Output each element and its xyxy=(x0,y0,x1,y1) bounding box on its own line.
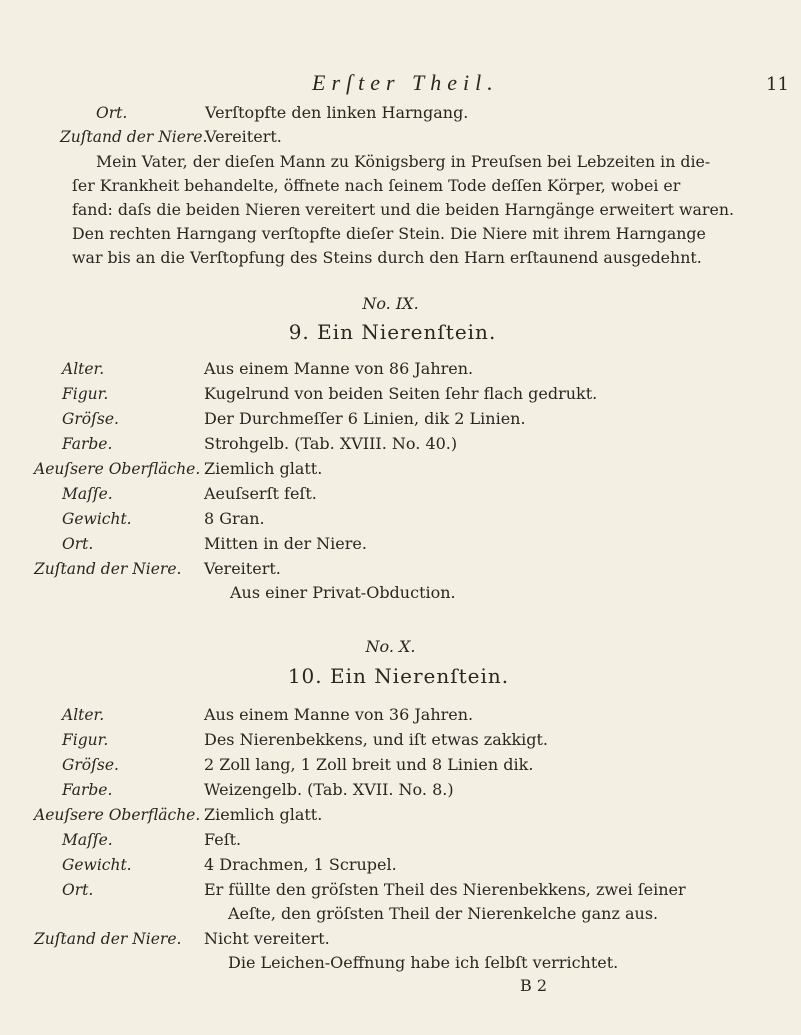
field-label: Alter. xyxy=(62,706,105,724)
field-label: Figur. xyxy=(62,731,109,749)
page-header xyxy=(0,70,801,100)
field-value: 4 Drachmen, 1 Scrupel. xyxy=(204,855,397,874)
field-value: 8 Gran. xyxy=(204,509,265,528)
field-label: Farbe. xyxy=(62,781,113,799)
paragraph-line: Den rechten Harngang verſtopfte dieſer Stein. Die Niere mit ihrem Harngange xyxy=(72,224,706,243)
field-value: Des Nierenbekkens, und iſt etwas zakkigt. xyxy=(204,730,549,749)
field-label: Ort. xyxy=(96,104,128,122)
field-value: Kugelrund von beiden Seiten ſehr flach gedrukt. xyxy=(204,384,598,403)
field-label: Maſſe. xyxy=(62,831,113,849)
field-value: Vereitert. xyxy=(205,127,282,146)
field-label: Zuſtand der Niere. xyxy=(34,560,182,578)
field-value: Feſt. xyxy=(204,830,242,849)
field-value: Aus einem Manne von 86 Jahren. xyxy=(204,359,474,378)
field-value: Aus einem Manne von 36 Jahren. xyxy=(204,705,474,724)
field-value: Er füllte den gröſsten Theil des Nierenbekkens, zwei ſeiner xyxy=(204,880,686,899)
field-label: Gewicht. xyxy=(62,856,132,874)
field-label: Zuſtand der Niere. xyxy=(34,930,182,948)
field-label: Figur. xyxy=(62,385,109,403)
field-value: Mitten in der Niere. xyxy=(204,534,367,553)
field-value: Vereitert. xyxy=(204,559,281,578)
field-label: Aeuſsere Oberfläche. xyxy=(34,460,201,478)
running-title: Erſter Theil. xyxy=(312,70,499,95)
entry-number: No. X. xyxy=(365,637,416,656)
field-label: Zuſtand der Niere. xyxy=(60,128,208,146)
field-value: Weizengelb. (Tab. XVII. No. 8.) xyxy=(204,780,454,799)
autopsy-note: Die Leichen-Oeffnung habe ich ſelbſt verrichtet. xyxy=(228,953,619,972)
field-label: Gröſse. xyxy=(62,756,119,774)
field-value: Aeuſserſt feſt. xyxy=(204,484,317,503)
field-value: Verſtopfte den linken Harngang. xyxy=(205,103,469,122)
field-value: Nicht vereitert. xyxy=(204,929,330,948)
field-label: Ort. xyxy=(62,535,94,553)
field-label: Maſſe. xyxy=(62,485,113,503)
paragraph-line: fand: daſs die beiden Nieren vereitert und die beiden Harngänge erweitert waren. xyxy=(72,200,735,219)
field-value: Ziemlich glatt. xyxy=(204,459,323,478)
field-value: Strohgelb. (Tab. XVIII. No. 40.) xyxy=(204,434,458,453)
source-note: Aus einer Privat-Obduction. xyxy=(230,583,456,602)
field-label: Gewicht. xyxy=(62,510,132,528)
page-number: 11 xyxy=(766,74,789,95)
entry-title: 10. Ein Nierenſtein. xyxy=(287,664,510,688)
entry-title: 9. Ein Nierenſtein. xyxy=(288,320,497,344)
field-label: Farbe. xyxy=(62,435,113,453)
field-label: Aeuſsere Oberfläche. xyxy=(34,806,201,824)
signature-mark: B 2 xyxy=(520,976,548,995)
entry-number: No. IX. xyxy=(362,294,419,313)
field-value: Der Durchmeſſer 6 Linien, dik 2 Linien. xyxy=(204,409,526,428)
paragraph-line: ſer Krankheit behandelte, öffnete nach ſeinem Tode deſſen Körper, wobei er xyxy=(72,176,681,195)
field-value: 2 Zoll lang, 1 Zoll breit und 8 Linien dik. xyxy=(204,755,534,774)
paragraph-line: war bis an die Verſtopfung des Steins durch den Harn erſtaunend ausgedehnt. xyxy=(72,248,702,267)
paragraph-line: Mein Vater, der dieſen Mann zu Königsberg in Preuſsen bei Lebzeiten in die- xyxy=(96,152,711,171)
field-label: Alter. xyxy=(62,360,105,378)
field-value: Ziemlich glatt. xyxy=(204,805,323,824)
field-value-continuation: Aeſte, den gröſsten Theil der Nierenkelche ganz aus. xyxy=(228,904,659,923)
field-label: Gröſse. xyxy=(62,410,119,428)
intro-paragraph xyxy=(72,150,752,270)
field-label: Ort. xyxy=(62,881,94,899)
